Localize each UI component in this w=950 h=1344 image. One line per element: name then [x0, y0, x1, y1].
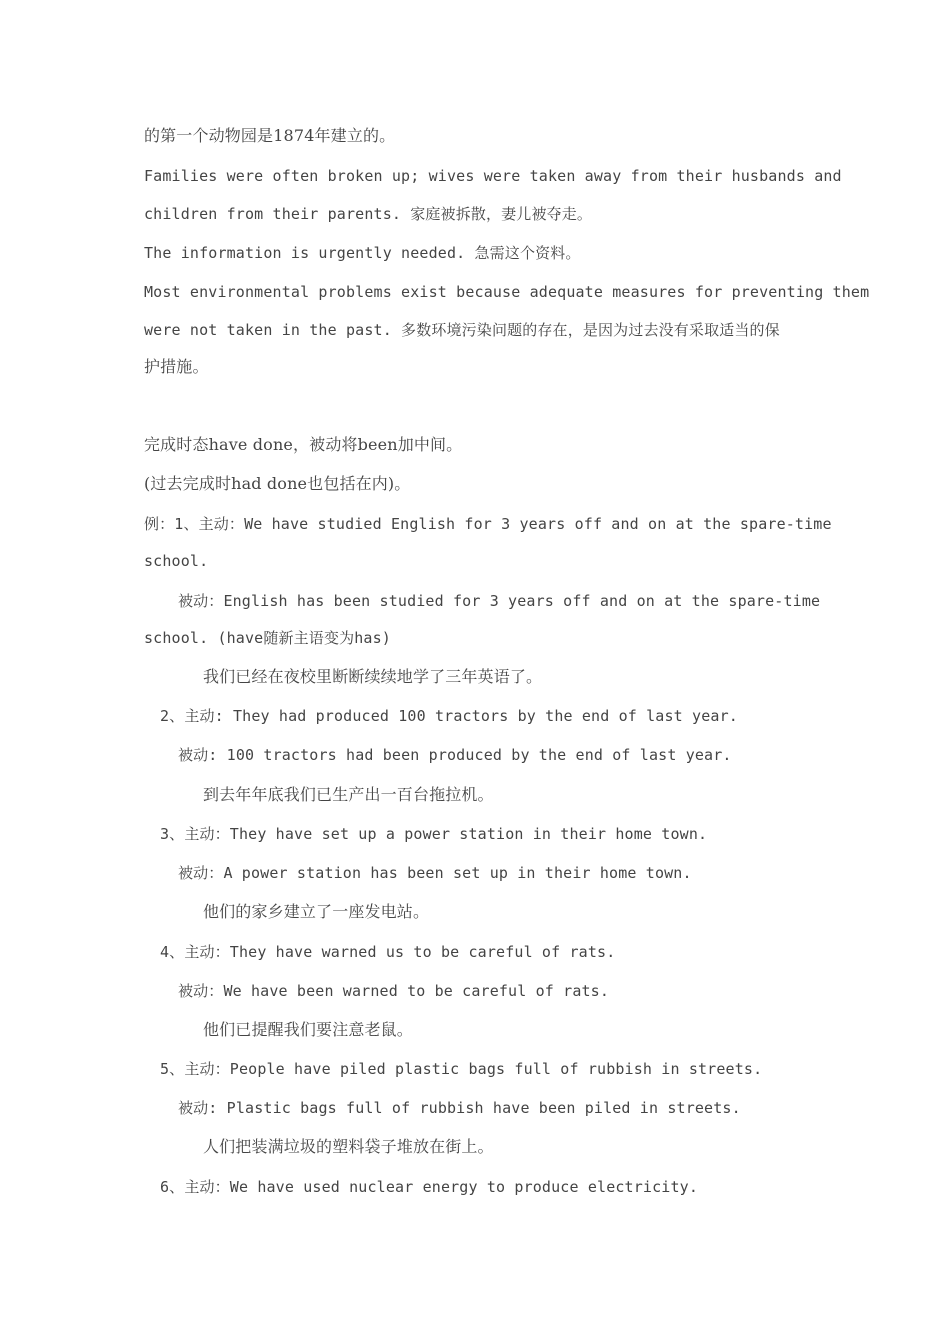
text-line: 完成时态have done，被动将been加中间。 [144, 435, 463, 454]
text-line: The information is urgently needed. 急需这个资料。 [144, 244, 581, 262]
text-line: 护措施。 [144, 357, 209, 376]
text-line: 例：1、主动：We have studied English for 3 years off and on at the spare-time [144, 515, 832, 533]
text-line: 被动: Plastic bags full of rubbish have been piled in streets. [178, 1099, 741, 1117]
text-line: were not taken in the past. 多数环境污染问题的存在，是因为过去没有采取适当的保 [144, 321, 780, 339]
text-line: 5、主动：People have piled plastic bags full of rubbish in streets. [160, 1060, 763, 1078]
text-line: 他们已提醒我们要注意老鼠。 [203, 1020, 413, 1039]
text-line: 6、主动：We have used nuclear energy to produce electricity. [160, 1178, 698, 1196]
text-line: (过去完成时had done也包括在内)。 [144, 474, 411, 493]
text-line: 4、主动：They have warned us to be careful of rats. [160, 943, 616, 961]
text-line: 3、主动：They have set up a power station in their home town. [160, 825, 708, 843]
text-line: 的第一个动物园是1874年建立的。 [144, 126, 396, 145]
text-line: 人们把装满垃圾的塑料袋子堆放在街上。 [203, 1137, 494, 1156]
text-line: Families were often broken up; wives were taken away from their husbands and [144, 167, 842, 185]
text-line: children from their parents. 家庭被拆散，妻儿被夺走。 [144, 205, 593, 223]
text-line: 被动: 100 tractors had been produced by the end of last year. [178, 746, 732, 764]
text-line: 他们的家乡建立了一座发电站。 [203, 902, 430, 921]
text-line: 被动：A power station has been set up in their home town. [178, 864, 692, 882]
text-line: 到去年年底我们已生产出一百台拖拉机。 [203, 785, 494, 804]
text-line: school. [144, 552, 209, 570]
text-line: 我们已经在夜校里断断续续地学了三年英语了。 [203, 667, 543, 686]
text-line: school. (have随新主语变为has) [144, 629, 391, 647]
text-line: 2、主动: They had produced 100 tractors by the end of last year. [160, 707, 738, 725]
text-line: 被动：We have been warned to be careful of rats. [178, 982, 610, 1000]
text-line: Most environmental problems exist because adequate measures for preventing them [144, 283, 870, 301]
text-line: 被动：English has been studied for 3 years off and on at the spare-time [178, 592, 821, 610]
